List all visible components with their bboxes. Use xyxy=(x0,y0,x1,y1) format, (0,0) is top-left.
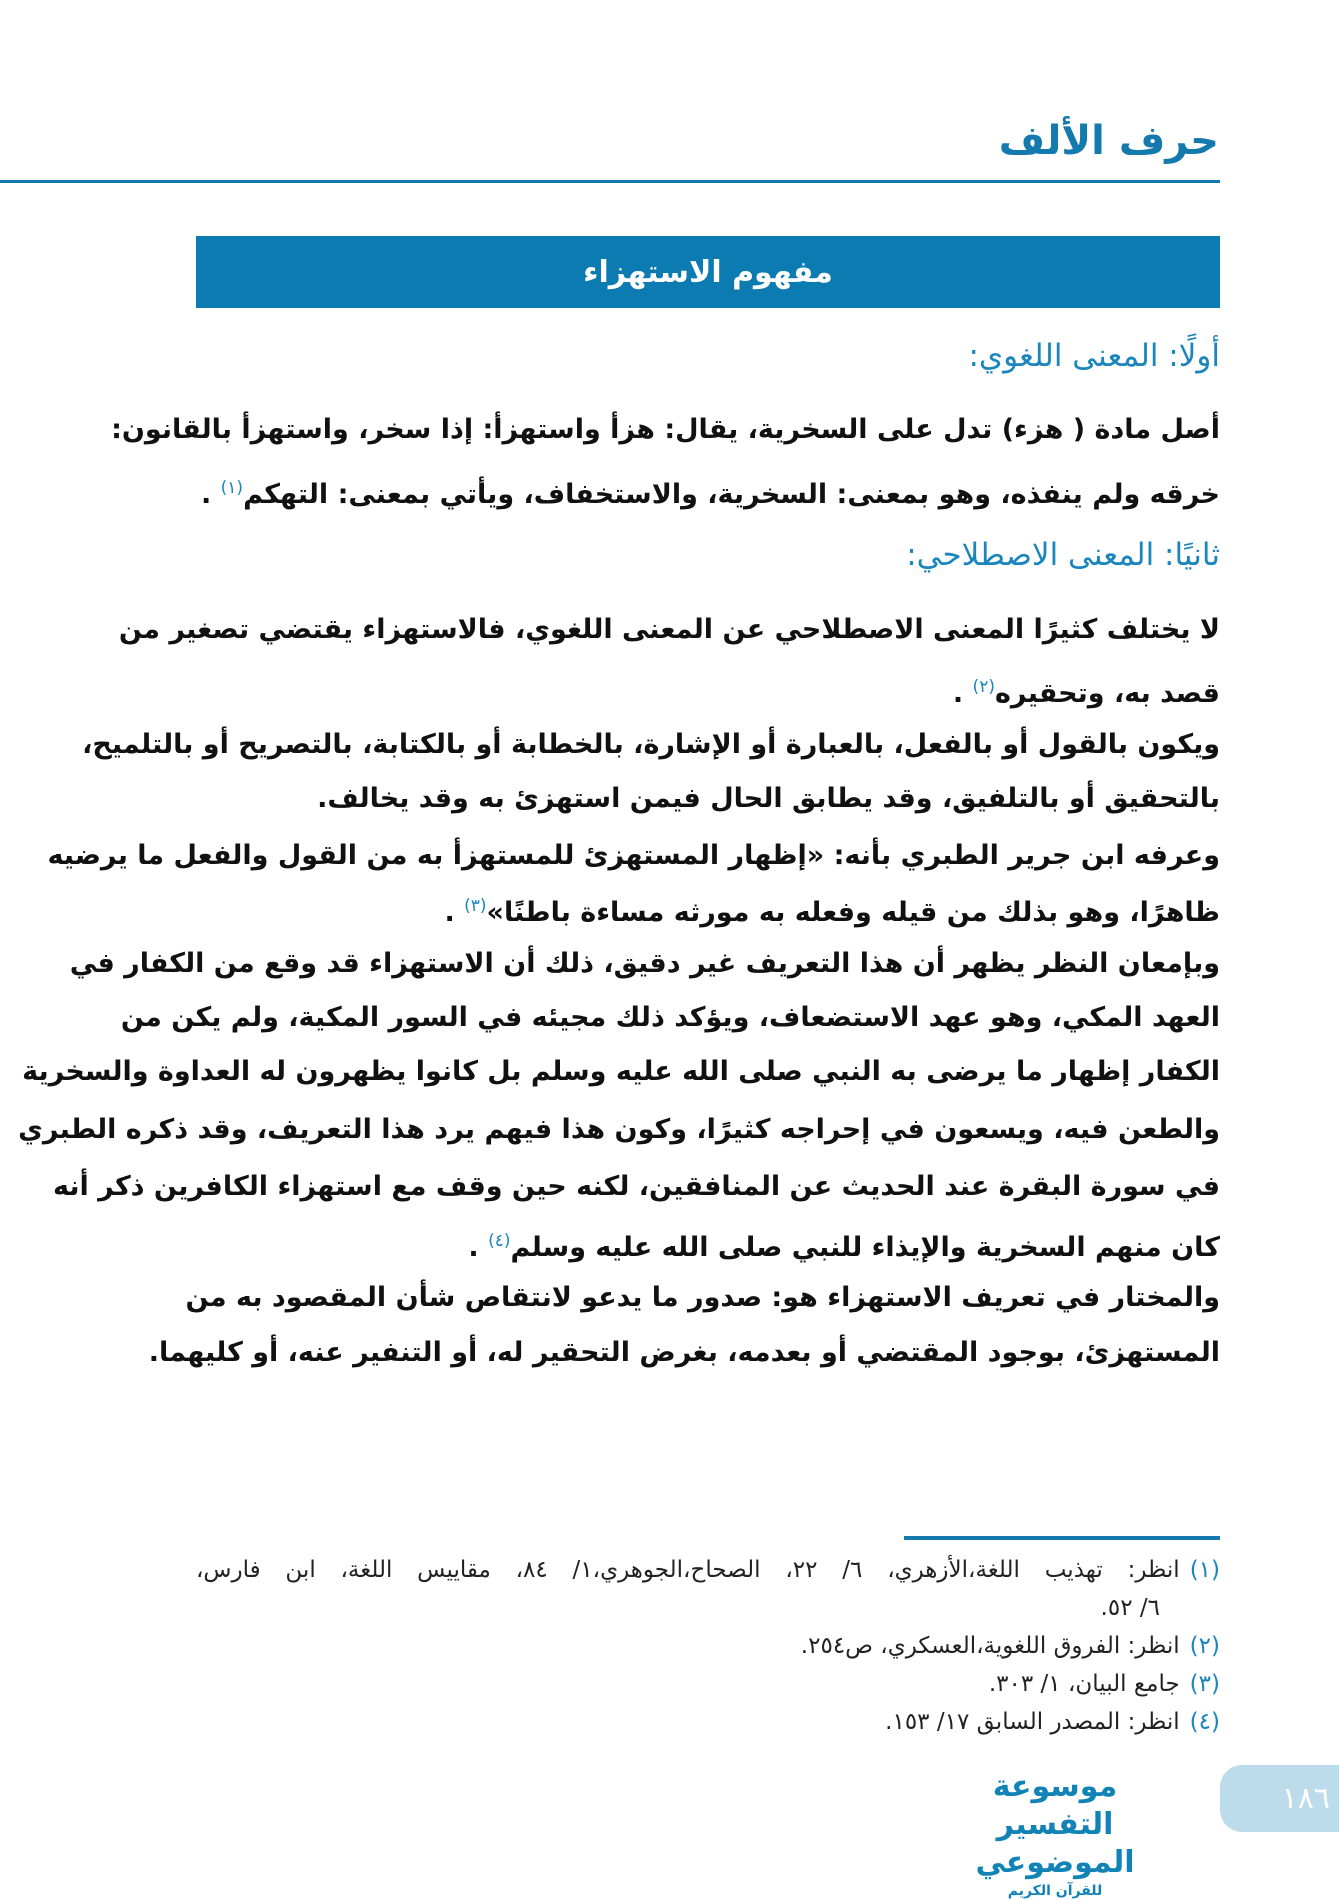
text-line xyxy=(148,1333,1220,1373)
footnote-ref[interactable]: (٢) xyxy=(972,677,995,697)
text-line xyxy=(47,836,1220,876)
text-line xyxy=(196,779,1220,819)
page-number xyxy=(1220,1765,1339,1832)
footnote xyxy=(196,1553,1220,1587)
line-tail: . xyxy=(444,897,465,928)
footnote-number: (٣) xyxy=(1189,1671,1220,1697)
text-line xyxy=(120,998,1220,1038)
heading-linguistic: أولًا: المعنى اللغوي: xyxy=(968,338,1220,374)
line-text: أصل مادة ( هزء) تدل على السخرية، يقال: هزأ واستهزأ: إذا سخر، واستهزأ بالقانون: xyxy=(111,414,1220,445)
page-number-text: ١٨٦ xyxy=(1281,1781,1330,1816)
footnote-number: (٢) xyxy=(1189,1633,1220,1659)
line-text: ظاهرًا، وهو بذلك من قيله وفعله به مورثه مساءة باطنًا» xyxy=(486,897,1220,928)
footnote-text: انظر: الفروق اللغوية،العسكري، ص٢٥٤. xyxy=(800,1633,1180,1659)
footnote-ref[interactable]: (٤) xyxy=(488,1231,511,1251)
line-text: قصد به، وتحقيره xyxy=(994,678,1220,709)
text-line xyxy=(196,886,1220,933)
text-line xyxy=(185,1278,1220,1318)
line-text: وبإمعان النظر يظهر أن هذا التعريف غير دقيق، ذلك أن الاستهزاء قد وقع من الكفار في xyxy=(69,948,1220,979)
line-text: في سورة البقرة عند الحديث عن المنافقين، لكنه حين وقف مع استهزاء الكافرين ذكر أنه xyxy=(52,1171,1220,1202)
section-title-bar xyxy=(196,236,1220,308)
section-title: مفهوم الاستهزاء xyxy=(583,254,833,290)
footnote xyxy=(196,1705,1220,1739)
footnote-ref[interactable]: (١) xyxy=(220,478,244,498)
footnote-ref[interactable]: (٣) xyxy=(464,896,487,916)
text-line xyxy=(118,610,1220,650)
text-line xyxy=(69,944,1220,984)
text-line xyxy=(196,468,1220,515)
line-text: لا يختلف كثيرًا المعنى الاصطلاحي عن المعنى اللغوي، فالاستهزاء يقتضي تصغير من xyxy=(118,614,1220,645)
footnote-continuation: ٦/ ٥٢. xyxy=(1100,1595,1160,1621)
text-line xyxy=(196,1221,1220,1268)
footnote-number: (١) xyxy=(1189,1557,1221,1583)
line-tail: . xyxy=(952,678,973,709)
text-line xyxy=(22,1052,1220,1092)
line-tail: . xyxy=(200,479,221,510)
line-text: العهد المكي، وهو عهد الاستضعاف، ويؤكد ذلك مجيئه في السور المكية، ولم يكن من xyxy=(120,1002,1220,1033)
heading-technical: ثانيًا: المعنى الاصطلاحي: xyxy=(906,537,1220,573)
line-text: خرقه ولم ينفذه، وهو بمعنى: السخرية، والاستخفاف، ويأتي بمعنى: التهكم xyxy=(243,479,1220,510)
line-text: كان منهم السخرية والإيذاء للنبي صلى الله عليه وسلم xyxy=(510,1232,1220,1263)
line-text: الكفار إظهار ما يرضى به النبي صلى الله عليه وسلم بل كانوا يظهرون له العداوة والسخرية xyxy=(22,1056,1220,1087)
header-divider xyxy=(0,180,1220,183)
text-line xyxy=(18,1110,1220,1150)
footnote-text: انظر: تهذيب اللغة،الأزهري، ٦/ ٢٢، الصحاح،الجوهري،١/ ٨٤، مقاييس اللغة، ابن فارس، xyxy=(196,1557,1180,1583)
footnote xyxy=(196,1667,1220,1701)
logo-title: موسوعة التفسير الموضوعي xyxy=(975,1769,1135,1880)
line-text: بالتحقيق أو بالتلفيق، وقد يطابق الحال فيمن استهزئ به وقد يخالف. xyxy=(317,783,1220,814)
text-line xyxy=(82,725,1220,765)
footnote-number: (٤) xyxy=(1189,1709,1220,1735)
text-line xyxy=(111,410,1220,450)
line-tail: . xyxy=(468,1232,489,1263)
text-line xyxy=(196,667,1220,714)
line-text: والمختار في تعريف الاستهزاء هو: صدور ما يدعو لانتقاص شأن المقصود به من xyxy=(185,1282,1220,1313)
encyclopedia-logo xyxy=(930,1768,1180,1899)
line-text: المستهزئ، بوجود المقتضي أو بعدمه، بغرض التحقير له، أو التنفير عنه، أو كليهما. xyxy=(148,1337,1220,1368)
chapter-header: حرف الألف xyxy=(998,118,1219,164)
footnote-text: انظر: المصدر السابق ١٧/ ١٥٣. xyxy=(885,1709,1180,1735)
footnote-divider xyxy=(904,1536,1220,1540)
text-line xyxy=(52,1167,1220,1207)
footnote-text: جامع البيان، ١/ ٣٠٣. xyxy=(988,1671,1180,1697)
line-text: وعرفه ابن جرير الطبري بأنه: «إظهار المستهزئ للمستهزأ به من القول والفعل ما يرضيه xyxy=(47,840,1220,871)
footnote xyxy=(196,1629,1220,1663)
line-text: والطعن فيه، ويسعون في إحراجه كثيرًا، وكون هذا فيهم يرد هذا التعريف، وقد ذكره الطبري xyxy=(18,1114,1220,1145)
line-text: ويكون بالقول أو بالفعل، بالعبارة أو الإشارة، بالخطابة أو بالكتابة، بالتصريح أو بالتلميح، xyxy=(82,729,1220,760)
logo-subtitle: للقرآن الكريم xyxy=(1007,1883,1103,1899)
